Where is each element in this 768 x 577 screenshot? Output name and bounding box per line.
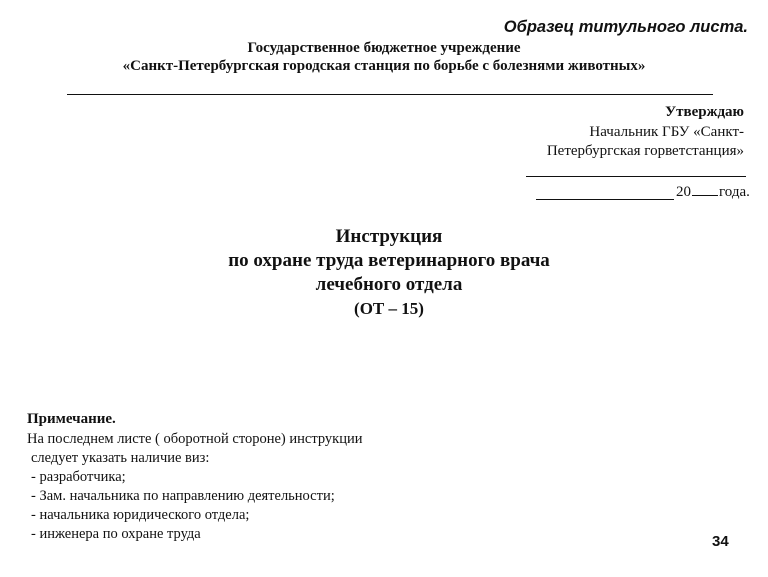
title-line2: по охране труда ветеринарного врача [228, 250, 550, 271]
note-item: - разработчика; [31, 469, 126, 485]
organization-underline [67, 94, 713, 95]
note-body [27, 430, 362, 544]
year-prefix: 20 [676, 184, 691, 200]
note-item: - Зам. начальника по направлению деятельности; [31, 488, 335, 504]
note-item: - инженера по охране труда [31, 526, 201, 542]
document-code: (ОТ – 15) [354, 299, 424, 318]
note-line1: На последнем листе ( оборотной стороне) инструкции [27, 431, 363, 447]
sample-title: Образец титульного листа. [503, 18, 748, 36]
approval-position-line2: Петербургская горветстанция» [546, 143, 744, 159]
note-title: Примечание. [27, 411, 116, 427]
approval-position-line1: Начальник ГБУ «Санкт- [589, 124, 744, 140]
approval-title: Утверждаю [665, 104, 744, 120]
note-item: - начальника юридического отдела; [31, 507, 250, 523]
title-line3: лечебного отдела [315, 274, 463, 295]
page-number: 34 [712, 533, 729, 550]
signature-line [526, 176, 746, 177]
organization-type: Государственное бюджетное учреждение [247, 40, 521, 56]
title-line1: Инструкция [335, 226, 443, 247]
document-title [0, 225, 768, 321]
organization-name: «Санкт-Петербургская городская станция по борьбе с болезнями животных» [122, 58, 646, 74]
year-suffix: года. [719, 184, 750, 200]
note-line2: следует указать наличие виз: [31, 450, 210, 466]
year-blank [692, 183, 718, 196]
date-line [536, 199, 674, 200]
approval-year [676, 183, 750, 201]
